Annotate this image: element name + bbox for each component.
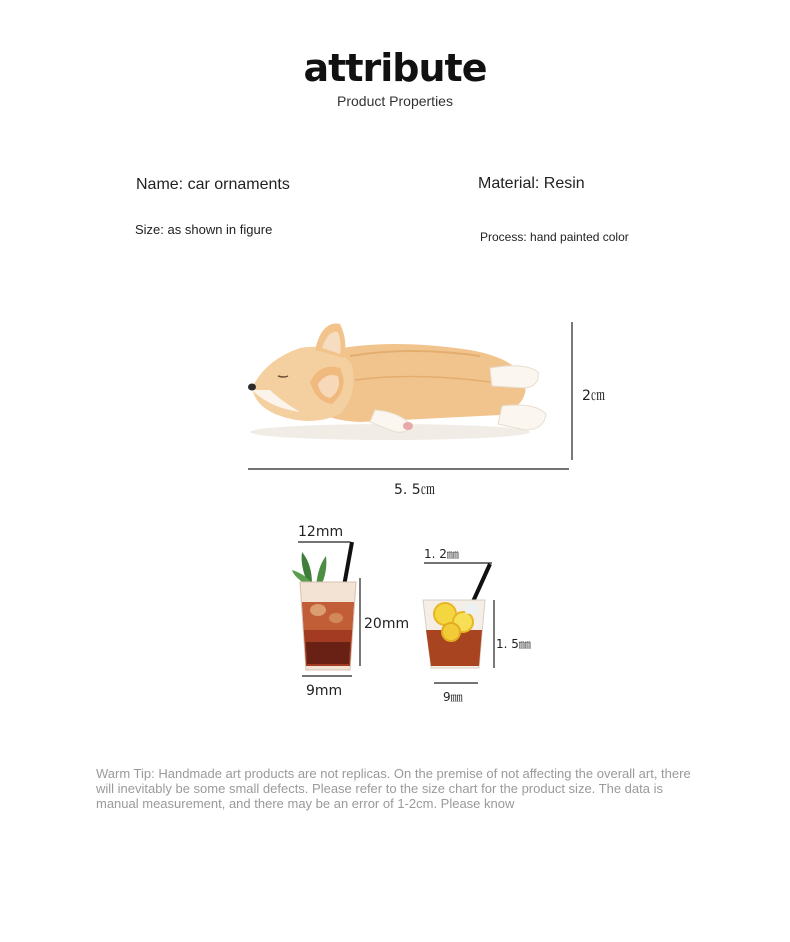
tall-drink-height-label: 20mm [364, 616, 410, 632]
tall-drink-bottom-label: 9mm [306, 683, 343, 699]
short-drink-height-label: 1. 5㎜ [496, 637, 531, 651]
dog-width-label: 5. 5㎝ [394, 482, 435, 498]
property-name: Name: car ornaments [136, 176, 290, 193]
short-drink-bottom-label: 9㎜ [443, 690, 463, 704]
property-size: Size: as shown in figure [135, 222, 273, 237]
property-material: Material: Resin [478, 175, 585, 192]
property-process: Process: hand painted color [480, 230, 629, 244]
dog-dimension-lines [245, 318, 580, 478]
warm-tip-text: Warm Tip: Handmade art products are not replicas. On the premise of not affecting the overall art, there will inevitably be some small defects. Please refer to the size chart for the product size. The data is manual measurement, and there may be an error of 1-2cm. Please know [96, 766, 691, 811]
tall-drink-top-label: 12mm [298, 524, 344, 540]
dog-height-label: 2㎝ [582, 388, 605, 404]
short-drink-dimension-lines [420, 560, 500, 690]
short-drink-top-label: 1. 2㎜ [424, 547, 459, 561]
page-subtitle: Product Properties [337, 93, 453, 109]
tall-drink-dimension-lines [294, 540, 364, 680]
page-title: attribute [303, 46, 487, 90]
